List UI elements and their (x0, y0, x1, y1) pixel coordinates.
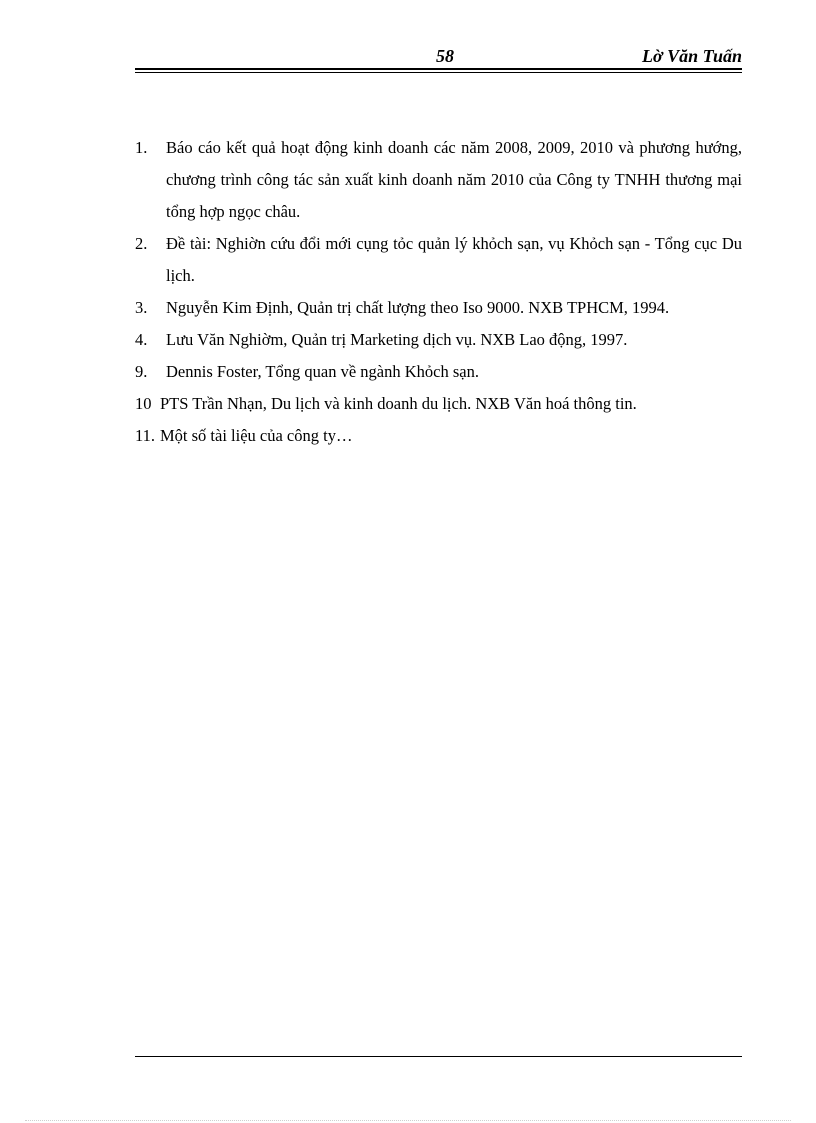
reference-item (135, 388, 742, 420)
page-edge-divider (25, 1120, 791, 1121)
header-divider (135, 68, 742, 73)
reference-item (135, 356, 742, 388)
reference-text: Nguyễn Kim Định, Quản trị chất lượng theo Iso 9000. NXB TPHCM, 1994. (166, 298, 670, 317)
reference-number: 4. (135, 330, 148, 349)
header-author: Lờ Văn Tuấn (641, 46, 742, 66)
reference-item (135, 324, 742, 356)
reference-item (135, 228, 742, 292)
page-number: 58 (436, 46, 454, 66)
reference-number: 9. (135, 362, 148, 381)
reference-text: Dennis Foster, Tổng quan về ngành Khỏch sạn. (166, 362, 479, 381)
reference-text: Lưu Văn Nghiờm, Quản trị Marketing dịch vụ. NXB Lao động, 1997. (166, 330, 628, 349)
reference-item (135, 420, 742, 452)
reference-number: 10 (135, 394, 152, 413)
footer-divider (135, 1056, 742, 1057)
reference-number: 2. (135, 234, 148, 253)
reference-text: Một số tài liệu của công ty… (160, 426, 353, 445)
reference-item (135, 132, 742, 228)
reference-number: 1. (135, 138, 148, 157)
reference-number: 3. (135, 298, 148, 317)
reference-text: Báo cáo kết quả hoạt động kinh doanh các năm 2008, 2009, 2010 và phương hướng, chương trình công tác sản xuất kinh doanh năm 2010 của Công ty TNHH thương mại tổng hợp ngọc châu. (166, 138, 742, 221)
reference-text: Đề tài: Nghiờn cứu đổi mới cụng tỏc quản lý khỏch sạn, vụ Khỏch sạn - Tổng cục Du lịch. (166, 234, 742, 285)
reference-text: PTS Trần Nhạn, Du lịch và kinh doanh du lịch. NXB Văn hoá thông tin. (160, 394, 637, 413)
page-header (135, 44, 742, 68)
reference-number: 11. (135, 426, 156, 445)
reference-item (135, 292, 742, 324)
reference-list (135, 132, 742, 452)
